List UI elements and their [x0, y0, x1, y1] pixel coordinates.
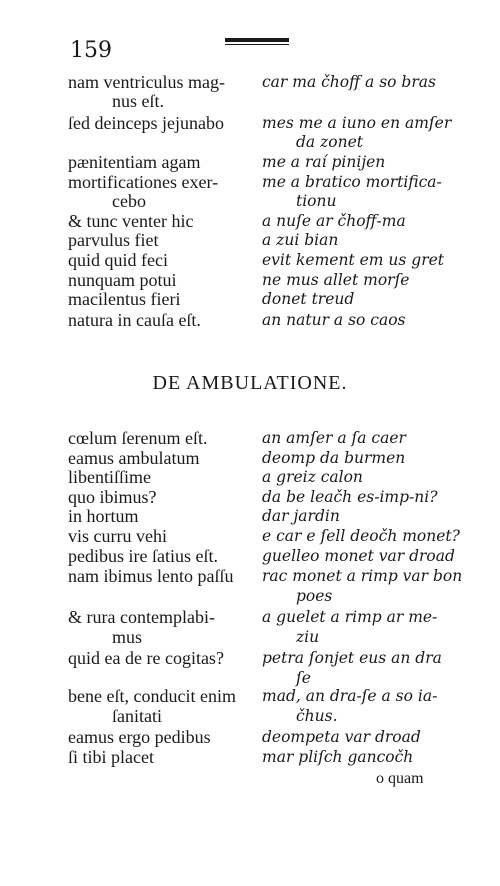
latin-text-continuation: ſanitati	[112, 706, 162, 726]
breton-text: mar pliſch gancočh	[262, 748, 414, 766]
header-rule-thick	[225, 38, 289, 42]
breton-text: a nuſe ar čhoff-ma	[262, 212, 406, 230]
latin-text: libentiſſime	[68, 467, 151, 487]
latin-text: in hortum	[68, 506, 139, 526]
breton-text: evit kement em us gret	[262, 251, 445, 269]
latin-text: nunquam potui	[68, 270, 177, 290]
latin-text: quid quid feci	[68, 250, 168, 270]
latin-text: natura in cauſa eſt.	[68, 310, 201, 330]
breton-text-continuation: čhus.	[296, 707, 338, 725]
breton-text: a zui bian	[262, 231, 339, 249]
breton-text: donet treud	[262, 290, 355, 308]
latin-text: mortificationes exer-	[68, 172, 219, 192]
latin-text: & rura contemplabi-	[68, 607, 215, 627]
latin-text-continuation: nus eſt.	[112, 91, 164, 111]
breton-text: deompeta var droad	[262, 728, 421, 746]
latin-text: & tunc venter hic	[68, 211, 194, 231]
latin-text: parvulus fiet	[68, 230, 159, 250]
breton-text: car ma čhoff a so bras	[262, 73, 436, 91]
breton-text: a greiz calon	[262, 468, 363, 486]
latin-text: pedibus ire ſatius eſt.	[68, 546, 218, 566]
breton-text: deomp da burmen	[262, 449, 406, 467]
latin-text: pænitentiam agam	[68, 152, 201, 172]
catchword: o quam	[376, 770, 424, 787]
breton-text-continuation: ziu	[296, 628, 320, 646]
breton-text: a guelet a rimp ar me-	[262, 608, 438, 626]
section-heading: DE AMBULATIONE.	[152, 372, 348, 394]
breton-text-continuation: tionu	[296, 192, 337, 210]
latin-text: ſi tibi placet	[68, 747, 154, 767]
latin-text: nam ventriculus mag-	[68, 72, 225, 92]
breton-text: mes me a iuno en amſer	[262, 114, 452, 132]
breton-text: guelleo monet var droad	[262, 547, 455, 565]
breton-text-continuation: poes	[296, 587, 333, 605]
breton-text: e car e ſell deočh monet?	[262, 527, 460, 545]
breton-text: dar jardin	[262, 507, 340, 525]
latin-text: quo ibimus?	[68, 487, 157, 507]
breton-text: ne mus allet morſe	[262, 271, 410, 289]
breton-text: rac monet a rimp var bon	[262, 567, 463, 585]
latin-text: bene eſt, conducit enim	[68, 686, 236, 706]
latin-text: ſed deinceps jejunabo	[68, 113, 224, 133]
latin-text: quid ea de re cogitas?	[68, 648, 224, 668]
latin-text: nam ibimus lento paſſu	[68, 566, 234, 586]
latin-text: cœlum ſerenum eſt.	[68, 428, 208, 448]
header-rule-thin	[225, 44, 289, 45]
breton-text: mad, an dra-ſe a so ia-	[262, 687, 438, 705]
page-number: 159	[70, 38, 112, 63]
header-double-rule	[225, 38, 289, 47]
breton-text-continuation: ſe	[296, 669, 311, 687]
latin-text: macilentus fieri	[68, 289, 181, 309]
breton-text: da be leačh es-imp-ni?	[262, 488, 438, 506]
breton-text: an amſer a ſa caer	[262, 429, 406, 447]
breton-text-continuation: da zonet	[296, 133, 363, 151]
latin-text-continuation: cebo	[112, 191, 146, 211]
breton-text: me a bratico mortifica-	[262, 173, 442, 191]
latin-text: eamus ambulatum	[68, 448, 200, 468]
breton-text: an natur a so caos	[262, 311, 406, 329]
breton-text: petra ſonjet eus an dra	[262, 649, 442, 667]
latin-text: eamus ergo pedibus	[68, 727, 211, 747]
latin-text-continuation: mus	[112, 627, 143, 647]
latin-text: vis curru vehi	[68, 526, 167, 546]
breton-text: me a raí pinijen	[262, 153, 386, 171]
